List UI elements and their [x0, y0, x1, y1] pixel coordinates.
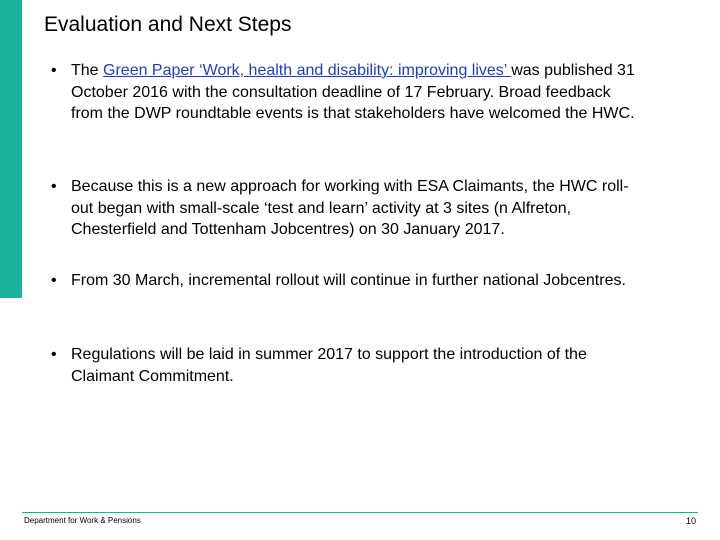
slide-title: Evaluation and Next Steps [44, 13, 292, 36]
bullet-marker: • [51, 178, 57, 195]
footer-organisation: Department for Work & Pensions [24, 516, 141, 525]
page-number: 10 [685, 516, 696, 526]
bullet-item-incremental-rollout [51, 270, 646, 292]
bullet-item-rollout-test [51, 176, 646, 241]
bullet-marker: • [51, 62, 57, 79]
bullet-text: Because this is a new approach for working with ESA Claimants, the HWC roll-out began with small-scale ‘test and learn’ activity at 3 sites (n Alfreton, Chesterfield and Tottenham Jobcentres) on 30 January 2017. [71, 178, 629, 238]
bullet-marker: • [51, 272, 57, 289]
bullet-text [71, 60, 646, 125]
bullet-text-suffix: was published 31 October 2016 with the consultation deadline of 17 February. Broad feedback from the DWP roundtable events is that stakeholders have welcomed the HWC. [71, 62, 635, 122]
bullet-text: Regulations will be laid in summer 2017 to support the introduction of the Claimant Commitment. [71, 346, 587, 385]
bullet-marker: • [51, 346, 57, 363]
accent-bar [0, 0, 22, 298]
green-paper-link[interactable]: Green Paper ‘Work, health and disability: improving lives’ [103, 62, 512, 79]
bullet-text-prefix: The [71, 62, 104, 79]
bullet-item-regulations [51, 344, 646, 387]
bullet-text: From 30 March, incremental rollout will continue in further national Jobcentres. [71, 272, 626, 289]
footer-divider [22, 512, 698, 513]
bullet-item-green-paper [51, 60, 646, 125]
